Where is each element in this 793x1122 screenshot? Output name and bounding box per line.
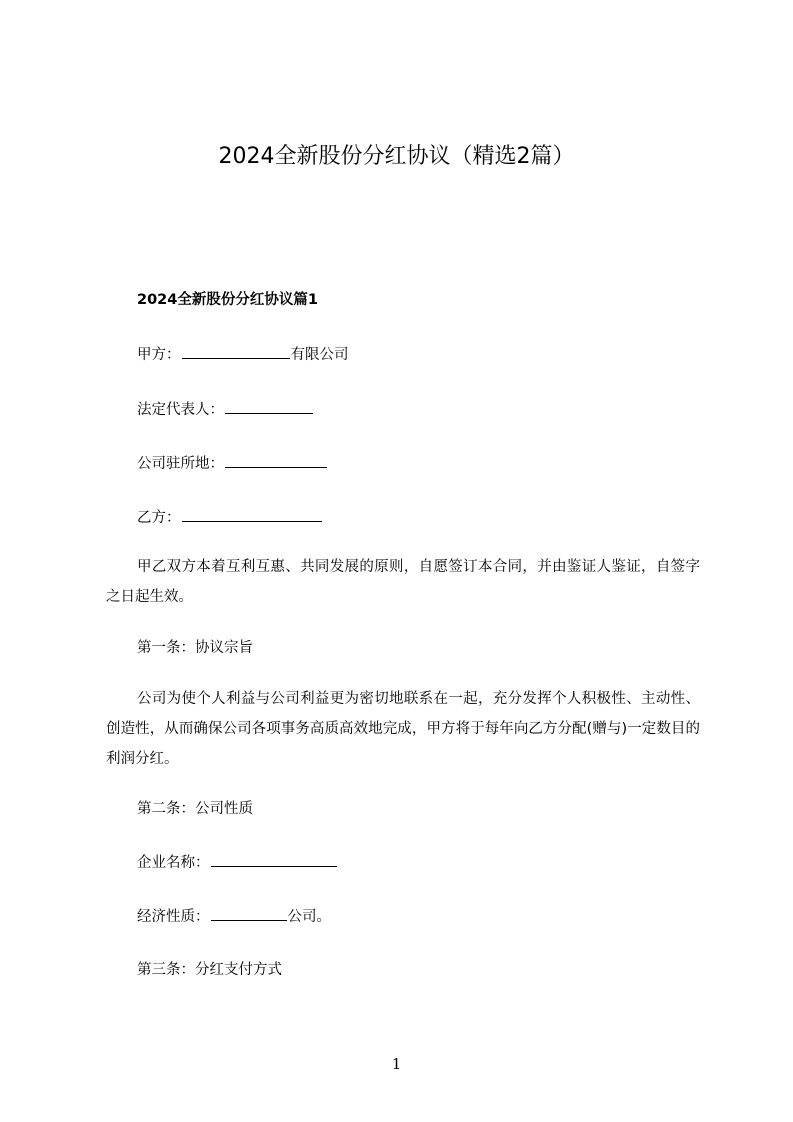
party-a-line bbox=[137, 343, 349, 366]
article1-title: 第一条：协议宗旨 bbox=[137, 640, 253, 656]
company-name-line bbox=[137, 851, 338, 874]
address-blank bbox=[225, 452, 327, 468]
section-heading: 2024全新股份分红协议篇1 bbox=[137, 292, 318, 308]
economic-nature-blank bbox=[211, 905, 287, 921]
party-b-line bbox=[137, 506, 323, 529]
company-name-label: 企业名称： bbox=[137, 855, 210, 871]
legal-rep-blank bbox=[225, 398, 313, 414]
article1-paragraph: 公司为使个人利益与公司利益更为密切地联系在一起，充分发挥个人积极性、主动性、创造性，从而确保公司各项事务高质高效地完成，甲方将于每年向乙方分配(赠与)一定数目的利润分红。 bbox=[106, 691, 700, 767]
economic-nature-suffix: 公司。 bbox=[287, 909, 331, 925]
legal-rep-label: 法定代表人： bbox=[137, 402, 224, 418]
party-b-label: 乙方： bbox=[137, 510, 181, 526]
company-name-blank bbox=[211, 851, 337, 867]
economic-nature-line bbox=[137, 905, 331, 928]
intro-paragraph: 甲乙双方本着互利互惠、共同发展的原则，自愿签订本合同，并由鉴证人鉴证，自签字之日起生效。 bbox=[106, 559, 700, 605]
party-a-blank bbox=[182, 343, 290, 359]
article2-title: 第二条：公司性质 bbox=[137, 801, 253, 817]
page-number: 1 bbox=[391, 1055, 402, 1073]
address-label: 公司驻所地： bbox=[137, 456, 224, 472]
document-title: 2024全新股份分红协议（精选2篇） bbox=[218, 144, 575, 169]
address-line bbox=[137, 452, 328, 475]
legal-rep-line bbox=[137, 398, 314, 421]
economic-nature-label: 经济性质： bbox=[137, 909, 210, 925]
party-a-suffix: 有限公司 bbox=[290, 347, 349, 363]
party-b-blank bbox=[182, 506, 322, 522]
article3-title: 第三条：分红支付方式 bbox=[137, 962, 282, 978]
party-a-label: 甲方： bbox=[137, 347, 181, 363]
